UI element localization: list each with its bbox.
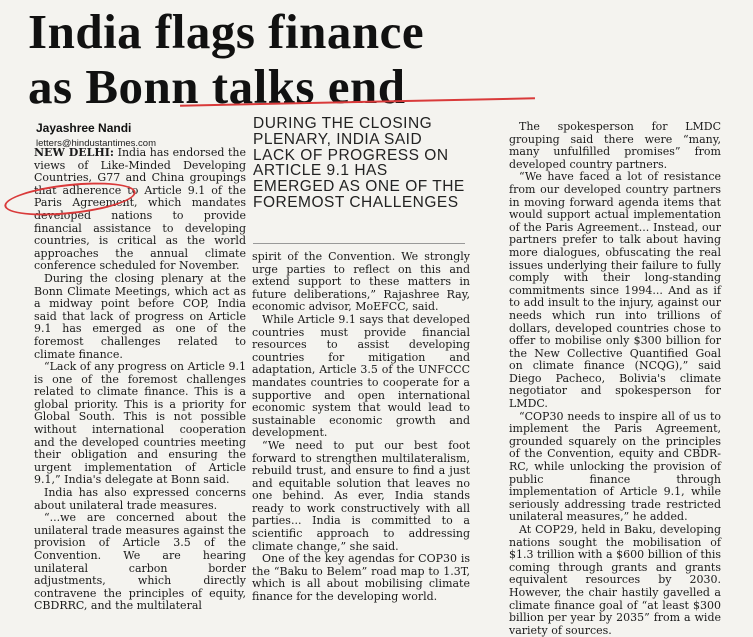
paragraph-text: India has endorsed the views of Like-Minded Developing Countries, G77 and China groupings that adherence to Article 9.1 of the Paris Agreement, which mandates developed nations to provide financial assistance to developing countries, is critical as the world approaches the annual climate conference scheduled for November. <box>34 146 246 273</box>
paragraph: The spokesperson for LMDC grouping said there were “many, many unfulfilled promises” from developed country partners. <box>509 120 721 171</box>
paragraph: At COP29, held in Baku, developing nations sought the mobilisation of $1.3 trillion with a $600 billion of this coming through grants and grants equivalent resources by 2030. However, the chair hastily gavelled a climate finance goal of “at least $300 billion per year by 2035” from a wide variety of sources. <box>509 523 721 637</box>
headline-line-1: India flags finance <box>28 4 425 59</box>
headline-line-2: as Bonn talks end <box>28 59 406 114</box>
paragraph: India has also expressed concerns about unilateral trade measures. <box>34 486 246 512</box>
headline <box>28 4 743 114</box>
paragraph: “We have faced a lot of resistance from our developed country partners in moving forward agenda items that would support actual implementation of the Paris Agreement... Instead, our partners prefer to talk about having more dialogues, obfuscating the real issues underlying their failure to fully comply with their long-standing commitments since 1994... And as if to add insult to the injury, against our needs which run into trillions of dollars, developed countries chose to offer to mobilise only $300 billion for the New Collective Quantified Goal on climate finance (NCQG),” said Diego Pacheco, Bolivia's climate negotiator and spokesperson for LMDC. <box>509 170 721 411</box>
paragraph: “Lack of any progress on Article 9.1 is one of the foremost challenges related to climate finance. This is a global priority. This is a priority for Global South. This is not possible without international cooperation and the developed countries meeting their obligation and ensuring the urgent implementation of Article 9.1,” India's delegate at Bonn said. <box>34 360 246 487</box>
paragraph: One of the key agendas for COP30 is the “Baku to Belem” road map to 1.3T, which is all about mobilising climate finance for the developing world. <box>252 552 470 604</box>
byline: Jayashree Nandi <box>36 121 132 135</box>
paragraph: “...we are concerned about the unilateral trade measures against the provision of Article 3.5 of the Convention. We are hearing unilateral carbon border adjustments, which directly contravene the principles of equity, CBDRRC, and the multilateral <box>34 511 246 613</box>
dateline: NEW DELHI: <box>34 146 114 159</box>
column-2 <box>252 251 470 604</box>
paragraph: “COP30 needs to inspire all of us to implement the Paris Agreement, grounded squarely on the principles of the Convention, equity and CBDR-RC, while unlocking the provision of public finance through implementation of Article 9.1, while seriously addressing trade restricted unilateral measures,” he added. <box>509 409 721 524</box>
paragraph: spirit of the Convention. We strongly urge parties to reflect on this and extend support to these matters in future deliberations,” Rajashree Ray, economic advisor, MoEFCC, said. <box>252 250 470 314</box>
pull-quote-divider <box>253 243 465 244</box>
paragraph: “We need to put our best foot forward to strengthen multilateralism, rebuild trust, and ensure to find a just and equitable solution that leaves no one behind. As ever, India stands ready to work constructively with all parties... India is committed to a scientific approach to addressing climate change,” she said. <box>252 438 470 553</box>
author-email: letters@hindustantimes.com <box>36 138 156 149</box>
pull-quote: DURING THE CLOSING PLENARY, INDIA SAID LACK OF PROGRESS ON ARTICLE 9.1 HAS EMERGED AS ONE OF THE FOREMOST CHALLENGES <box>253 115 465 211</box>
paragraph: While Article 9.1 says that developed countries must provide financial resources to assist developing countries for mitigation and adaptation, Article 3.5 of the UNFCCC mandates countries to cooperate for a supportive and open international economic system that would lead to sustainable economic growth and development. <box>252 312 470 440</box>
column-1 <box>34 147 246 613</box>
column-3 <box>509 121 721 637</box>
paragraph: During the closing plenary at the Bonn Climate Meetings, which act as a midway point before COP, India said that lack of progress on Article 9.1 has emerged as one of the foremost challenges related to climate finance. <box>34 271 246 361</box>
